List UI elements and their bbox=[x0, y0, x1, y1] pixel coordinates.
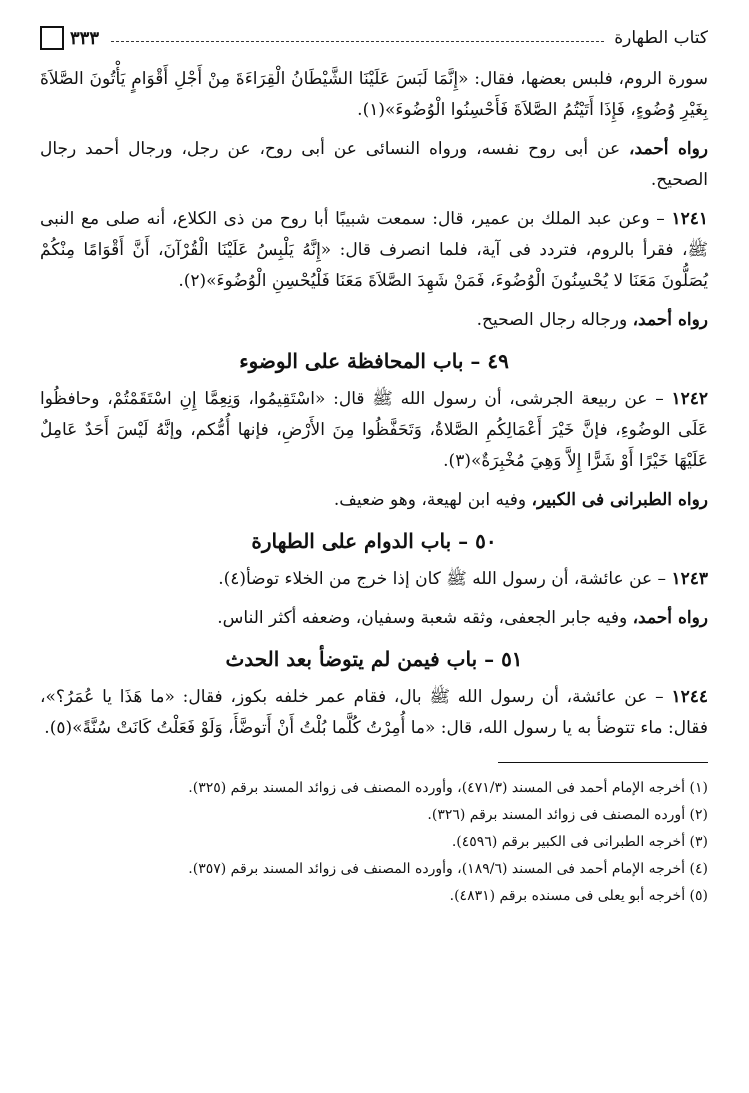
footnotes-divider bbox=[498, 762, 708, 763]
narrator-lead: رواه أحمد، bbox=[632, 310, 708, 330]
header-rule bbox=[111, 41, 604, 42]
hadith-number: ١٢٤٤ bbox=[671, 687, 708, 707]
running-title: كتاب الطهارة bbox=[614, 28, 708, 48]
narration-note bbox=[40, 134, 708, 196]
page-header bbox=[40, 22, 708, 54]
hadith-1242 bbox=[40, 384, 708, 477]
hadith-1243 bbox=[40, 564, 708, 595]
narrator-lead: رواه الطبرانى فى الكبير، bbox=[531, 490, 708, 510]
hadith-text: – عن عائشة، أن رسول الله ﷺ بال، فقام عمر خلفه بكوز، فقال: «ما هَذَا يا عُمَرُ؟»، فقال: ماء تتوضأ به يا رسول الله، قال: «ما أُمِرْتُ كُلَّما بُلْتُ أَنْ أَتوضَّأَ، وَلَوْ فَعَلْتُ كَانَتْ سُنَّةً»(٥). bbox=[40, 687, 708, 738]
chapter-heading-49: ٤٩ – باب المحافظة على الوضوء bbox=[239, 349, 509, 373]
footnote-5: (٥) أخرجه أبو يعلى فى مسنده برقم (٤٨٣١). bbox=[449, 888, 708, 904]
book-page bbox=[40, 22, 708, 910]
narration-text: عن أبى روح نفسه، ورواه النسائى عن أبى روح، عن رجل، ورجال أحمد رجال الصحيح. bbox=[40, 139, 708, 190]
hadith-1241 bbox=[40, 204, 708, 297]
narration-text: وفيه ابن لهيعة، وهو ضعيف. bbox=[333, 490, 532, 510]
footnote-1: (١) أخرجه الإمام أحمد فى المسند (٤٧١/٣)، وأورده المصنف فى زوائد المسند برقم (٣٢٥). bbox=[188, 780, 708, 796]
narration-note bbox=[40, 305, 708, 336]
hadith-number: ١٢٤٢ bbox=[671, 389, 708, 409]
narration-note bbox=[40, 485, 708, 516]
corner-box-icon bbox=[40, 26, 64, 50]
hadith-number: ١٢٤١ bbox=[671, 209, 708, 229]
footnote-3: (٣) أخرجه الطبرانى فى الكبير برقم (٤٥٩٦). bbox=[451, 834, 708, 850]
footnote-4: (٤) أخرجه الإمام أحمد فى المسند (١٨٩/٦)، وأورده المصنف فى زوائد المسند برقم (٣٥٧). bbox=[188, 861, 708, 877]
narration-text: وفيه جابر الجعفى، وثقه شعبة وسفيان، وضعفه أكثر الناس. bbox=[217, 608, 633, 628]
narration-note bbox=[40, 603, 708, 634]
narrator-lead: رواه أحمد، bbox=[632, 608, 708, 628]
main-text bbox=[40, 64, 708, 744]
hadith-text: – عن ربيعة الجرشى، أن رسول الله ﷺ قال: «اسْتَقِيمُوا، وَنِعِمَّا إِنِ اسْتَقَمْتُمْ، وحافظُوا عَلَى الوضُوءِ، فإنَّ خَيْرَ أَعْمَالِكُمِ الصَّلاةُ، وَتَحَفَّظُوا مِنَ الأَرْضِ، فإنها أُمُّكم، وإنَّهُ لَيْسَ أَحَدٌ عَامِلٌ عَلَيْهَا خَيْرًا أَوْ شَرًّا إِلاَّ وَهِيَ مُخْبِرَةٌ»(٣). bbox=[40, 389, 708, 471]
narrator-lead: رواه أحمد، bbox=[629, 139, 708, 159]
chapter-heading-50: ٥٠ – باب الدوام على الطهارة bbox=[251, 529, 497, 553]
hadith-number: ١٢٤٣ bbox=[671, 569, 708, 589]
page-number: ٣٣٣ bbox=[70, 27, 100, 49]
footnote-2: (٢) أورده المصنف فى زوائد المسند برقم (٣٢٦). bbox=[427, 807, 708, 823]
footnotes bbox=[40, 775, 708, 910]
paragraph-continuation: سورة الروم، فلبس بعضها، فقال: «إِنَّمَا لَبَسَ عَلَيْنَا الشَّيْطَانُ الْقِرَاءَةَ مِنْ أَجْلِ أَقْوَامٍ يَأْتُونَ الصَّلاَةَ بِغَيْرِ وُضُوءٍ، فَإِذَا أَتَيْتُمُ الصَّلاَةَ فَأَحْسِنُوا الْوُضُوءَ»(١). bbox=[40, 69, 708, 120]
hadith-1244 bbox=[40, 682, 708, 744]
chapter-heading-51: ٥١ – باب فيمن لم يتوضأ بعد الحدث bbox=[225, 647, 523, 671]
hadith-text: – عن عائشة، أن رسول الله ﷺ كان إذا خرج من الخلاء توضأ(٤). bbox=[218, 569, 672, 589]
narration-text: ورجاله رجال الصحيح. bbox=[476, 310, 633, 330]
hadith-text: – وعن عبد الملك بن عمير، قال: سمعت شبيبًا أبا روح من ذى الكلاع، أنه صلى مع النبى ﷺ، فقرأ بالروم، فتردد فى آية، فلما انصرف قال: «إِنَّهُ يَلْبِسُ عَلَيْنَا الْقُرْآنَ، أَنَّ أَقْوَامًا مِنْكُمْ يُصَلُّونَ مَعَنَا لا يُحْسِنُونَ الْوُضُوءَ، فَمَنْ شَهِدَ الصَّلاَةَ مَعَنَا فَلْيُحْسِنِ الْوُضُوءَ»(٢). bbox=[40, 209, 708, 291]
